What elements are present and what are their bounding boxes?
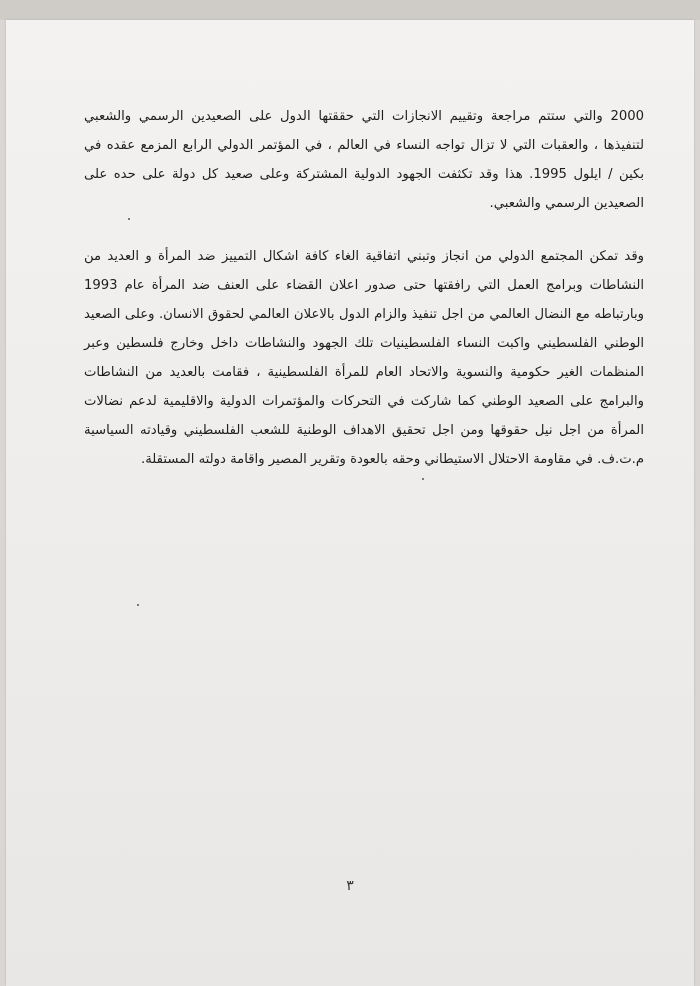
scan-speck xyxy=(128,218,130,220)
document-page xyxy=(6,20,694,986)
paragraph-1: 2000 والتي ستتم مراجعة وتقييم الانجازات التي حققتها الدول على الصعيدين الرسمي والشعبي لتنفيذها ، والعقبات التي لا تزال تواجه النساء في العالم ، في المؤتمر الدولي الرابع المزمع عقده في بكين / ايلول 1995. هذا وقد تكثفت الجهود الدولية المشتركة وعلى صعيد كل دولة على حده على الصعيدين الرسمي والشعبي. xyxy=(84,109,644,211)
paragraph-2: وقد تمكن المجتمع الدولي من انجاز وتبني اتفاقية الغاء كافة اشكال التمييز ضد المرأة و العديد من النشاطات وبرامج العمل التي رافقتها حتى صدور اعلان القضاء على العنف ضد المرأة عام 1993 وبارتباطه مع النضال العالمي من اجل تنفيذ والزام الدول بالاعلان العالمي لحقوق الانسان. وعلى الصعيد الوطني الفلسطيني واكبت النساء الفلسطينيات تلك الجهود والنشاطات داخل وخارج فلسطين وعبر المنظمات الغير حكومية والنسوية والاتحاد العام للمرأة الفلسطينية ، فقامت بالعديد من النشاطات والبرامج على الصعيد الوطني كما شاركت في التحركات والمؤتمرات الدولية والاقليمية لدعم نضالات المرأة من اجل نيل حقوقها ومن اجل تحقيق الاهداف الوطنية للشعب الفلسطيني وقيادته السياسية م.ت.ف. في مقاومة الاحتلال الاستيطاني وحقه بالعودة وتقرير المصير واقامة دولته المستقلة. xyxy=(84,249,644,467)
scan-speck xyxy=(422,478,424,480)
page-number: ٣ xyxy=(346,878,354,894)
scan-speck xyxy=(137,604,139,606)
scan-top-edge xyxy=(0,0,700,20)
